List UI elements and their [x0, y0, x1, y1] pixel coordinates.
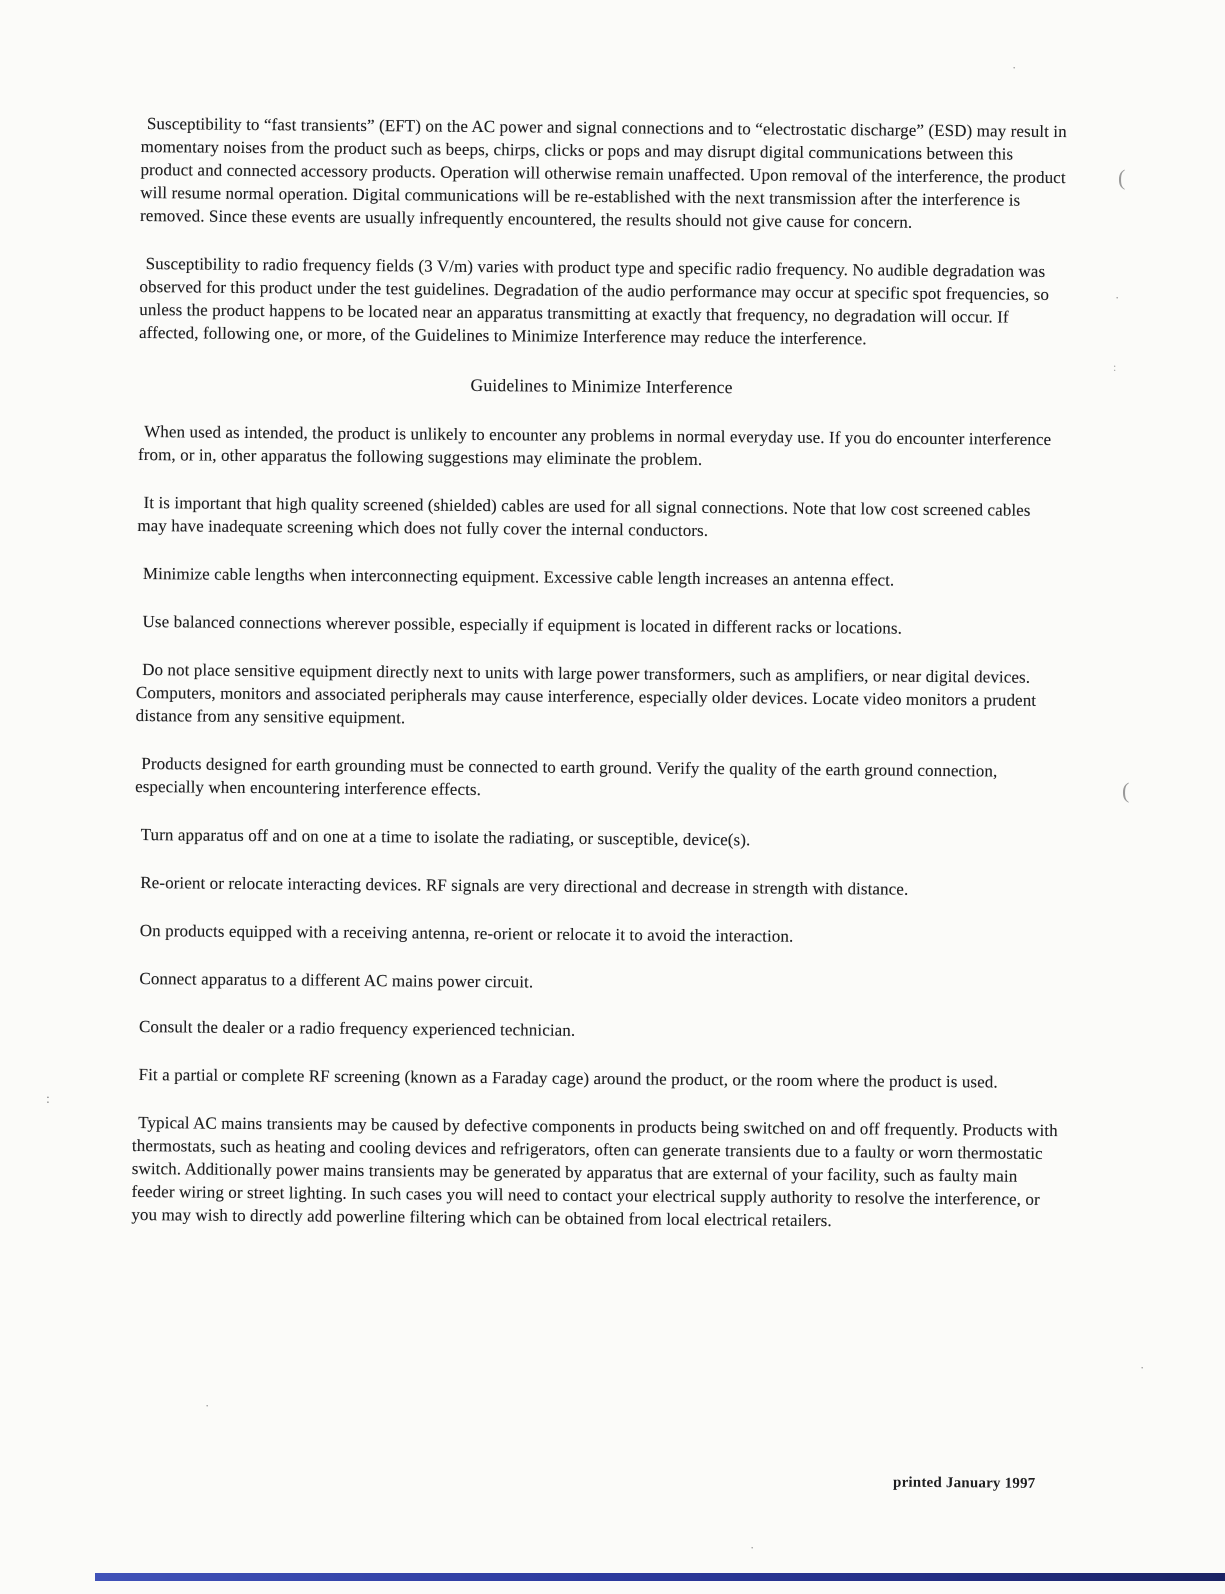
paragraph-rf-field-susceptibility: Susceptibility to radio frequency fields (3 V/m) varies with product type and specific radio frequency. No audible degradation was observed for this product under the test guidelines. Degradation of the audio performance may occur at specific spot frequencies, so unless the product happens to be located near an apparatus transmitting at exactly that frequency, no degradation will occur. If affected, following one, or more, of the Guidelines to Minimize Interference may reduce the interference.: [138, 254, 1050, 349]
paragraph-minimize-cable-lengths: Minimize cable lengths when interconnecting equipment. Excessive cable length increases an antenna effect.: [142, 564, 895, 590]
paragraph-when-used-as-intended: When used as intended, the product is unlikely to encounter any problems in normal everyday use. If you do encounter interference from, or in, other apparatus the following suggestions may eliminate the problem.: [137, 422, 1052, 469]
scan-artifact-speck: ·: [750, 1540, 755, 1555]
scan-artifact-speck: :: [1113, 360, 1117, 374]
paragraph-consult-dealer: Consult the dealer or a radio frequency experienced technician.: [138, 1017, 576, 1040]
paragraph-turn-apparatus-off-on: Turn apparatus off and on one at a time to isolate the radiating, or susceptible, device(s).: [140, 825, 751, 850]
paragraph-faraday-cage: Fit a partial or complete RF screening (known as a Faraday cage) around the product, or the room where the product is used.: [138, 1065, 998, 1092]
paragraph-receiving-antenna: On products equipped with a receiving antenna, re-orient or relocate it to avoid the interaction.: [139, 921, 794, 946]
scan-artifact-speck: :: [46, 1092, 50, 1107]
scan-artifact-paren: (: [1122, 778, 1130, 803]
footer-printed-date: printed January 1997: [892, 1474, 1036, 1492]
section-heading-guidelines: Guidelines to Minimize Interference: [470, 374, 733, 398]
paragraph-earth-grounding: Products designed for earth grounding must be connected to earth ground. Verify the quality of the earth ground connection, especially when encountering interference effects.: [135, 754, 998, 799]
scan-artifact-speck: ·: [205, 1398, 210, 1413]
paragraph-sensitive-equipment-placement: Do not place sensitive equipment directly next to units with large power transformers, such as amplifiers, or near digital devices. Computers, monitors and associated peripherals may cause interference, especially older devices. Locate video monitors a prudent distance from any sensitive equipment.: [135, 660, 1037, 728]
scan-artifact-paren: (: [1118, 165, 1126, 190]
scanner-edge-bar: [95, 1573, 1225, 1581]
paragraph-balanced-connections: Use balanced connections wherever possible, especially if equipment is located in different racks or locations.: [142, 612, 903, 638]
scan-artifact-speck: ·: [1140, 1360, 1145, 1375]
paragraph-ac-mains-transients: Typical AC mains transients may be caused by defective components in products being switched on and off frequently. Products with thermostats, such as heating and cooling devices and refrigerators, often can generate transients due to a faulty or worn thermostatic switch. Additionally power mains transients may be generated by apparatus that are external of your facility, such as faulty main feeder wiring or street lighting. In such cases you will need to contact your electrical supply authority to resolve the interference, or you may wish to directly add powerline filtering which can be obtained from local electrical retailers.: [131, 1113, 1058, 1231]
scan-artifact-speck: ·: [1115, 290, 1120, 305]
paragraph-eft-esd-susceptibility: Susceptibility to “fast transients” (EFT) on the AC power and signal connections and to “electrostatic discharge” (ESD) may result in momentary noises from the product such as beeps, chirps, clicks or pops and may disrupt digital communications between this product and connected accessory products. Operation will otherwise remain unaffected. Upon removal of the interference, the product will resume normal operation. Digital communications will be re-established with the next transmission after the interference is removed. Since these events are usually infrequently encountered, the results should not give cause for concern.: [140, 114, 1067, 232]
paragraph-screened-cables: It is important that high quality screened (shielded) cables are used for all signal connections. Note that low cost screened cables may have inadequate screening which does not fully cover the internal conductors.: [137, 493, 1031, 540]
paragraph-different-ac-circuit: Connect apparatus to a different AC mains power circuit.: [139, 969, 534, 992]
paragraph-reorient-devices: Re-orient or relocate interacting devices. RF signals are very directional and decrease in strength with distance.: [140, 873, 909, 899]
scan-artifact-speck: ·: [1012, 60, 1017, 75]
